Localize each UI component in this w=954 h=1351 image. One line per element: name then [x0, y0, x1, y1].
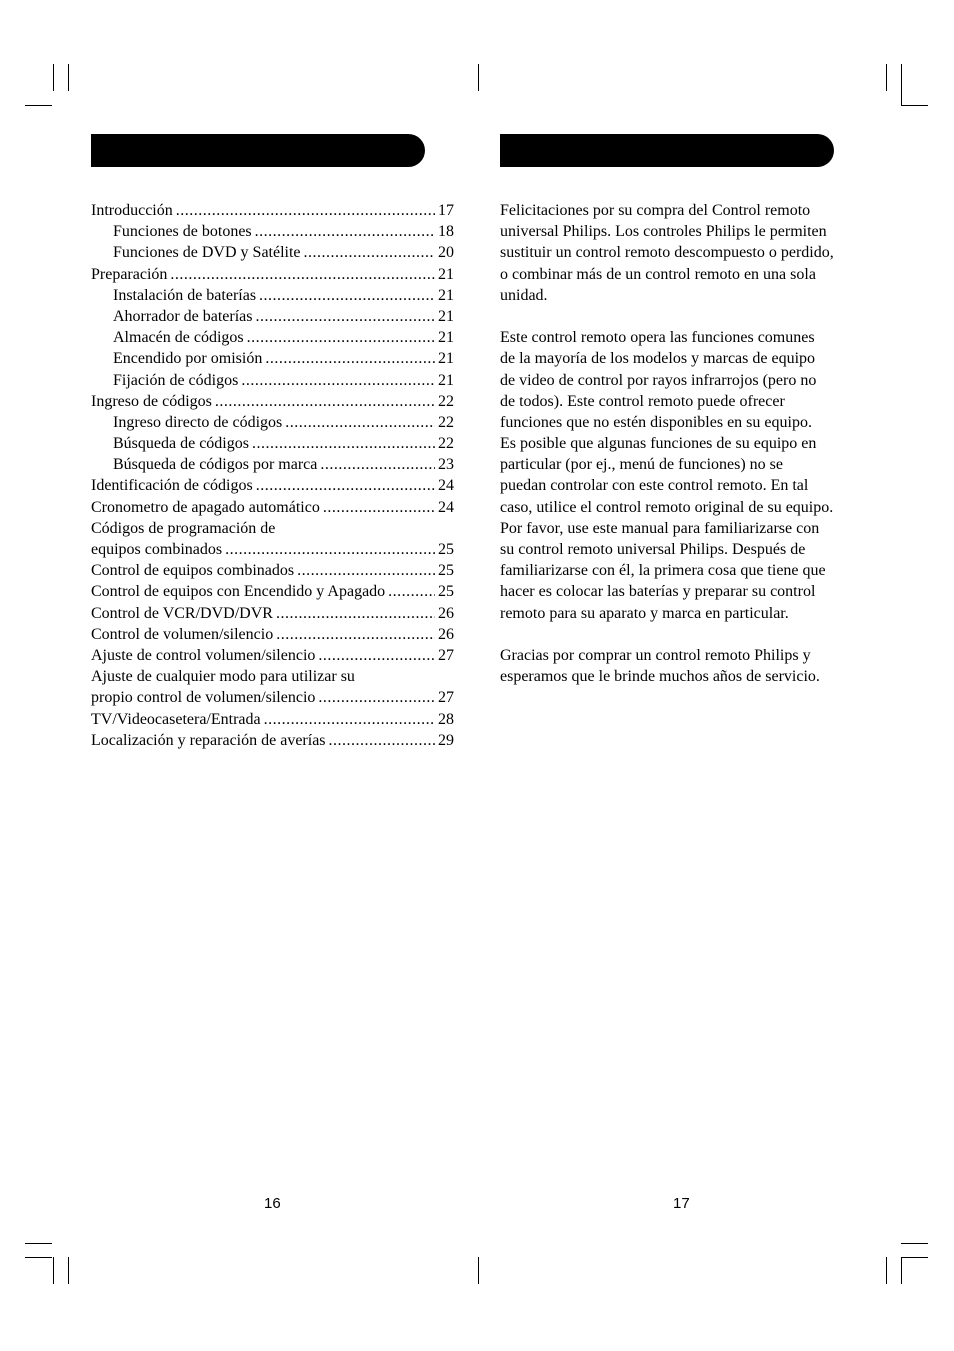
crop-mark: [25, 1243, 52, 1244]
crop-mark: [901, 1243, 928, 1244]
toc-entry: [91, 221, 454, 242]
toc-entry: [91, 497, 454, 518]
toc-entry-title: Introducción: [91, 202, 173, 219]
crop-mark: [53, 1257, 54, 1284]
text-line: unidad.: [500, 286, 548, 304]
toc-entry: [91, 539, 454, 560]
toc-entry-title: Cronometro de apagado automático: [91, 498, 320, 516]
toc-entry-page: 21: [438, 286, 454, 304]
toc-entry-title: Preparación: [91, 265, 168, 283]
toc-entry-title: Ahorrador de baterías: [113, 307, 253, 325]
toc-leader-dots: [256, 306, 436, 327]
header-bar-right: [500, 134, 834, 167]
toc-entry-title: Ingreso directo de códigos: [113, 413, 283, 431]
toc-entry-title: Identificación de códigos: [91, 477, 253, 495]
toc-entry-page: 17: [438, 202, 454, 219]
toc-leader-dots: [241, 370, 435, 391]
crop-mark: [901, 1257, 928, 1258]
toc-entry-title: Búsqueda de códigos por marca: [113, 456, 318, 474]
text-line: familiarizarse con él, la primera cosa que tiene que: [500, 562, 826, 580]
toc-entry-page: 23: [438, 456, 454, 474]
toc-entry-page: 26: [438, 625, 454, 643]
toc-entry-page: 21: [438, 329, 454, 347]
toc-entry-page: 25: [438, 562, 454, 580]
toc-leader-dots: [297, 560, 435, 581]
crop-mark: [478, 1257, 479, 1284]
toc-entry-title: Instalación de baterías: [113, 286, 257, 304]
crop-mark: [68, 1257, 69, 1284]
toc-entry-page: 20: [438, 244, 454, 262]
text-line: Gracias por comprar un control remoto Philips y: [500, 646, 811, 664]
text-line: hacer es colocar las baterías y preparar su control: [500, 583, 816, 601]
toc-entry-page: 21: [438, 371, 454, 389]
toc-entry-title: TV/Videocasetera/Entrada: [91, 710, 261, 728]
text-line: esperamos que le brinde muchos años de servicio.: [500, 668, 820, 686]
toc-leader-dots: [276, 603, 435, 624]
toc-leader-dots: [318, 645, 435, 666]
toc-leader-dots: [320, 454, 435, 475]
toc-entry-title: propio control de volumen/silencio: [91, 689, 316, 707]
text-line: Este control remoto opera las funciones comunes: [500, 329, 815, 347]
toc-entry-title: Fijación de códigos: [113, 371, 239, 389]
toc-entry: [91, 306, 454, 327]
toc-leader-dots: [264, 709, 435, 730]
toc-entry-title: Control de VCR/DVD/DVR: [91, 604, 273, 622]
text-line: de la mayoría de los modelos y marcas de equipo: [500, 350, 816, 368]
toc-entry-page: 27: [438, 689, 454, 707]
toc-leader-dots: [170, 264, 435, 285]
crop-mark: [901, 64, 902, 106]
toc-entry-title: Búsqueda de códigos: [113, 435, 249, 453]
toc-entry: [91, 242, 454, 263]
paragraph: [500, 327, 870, 624]
toc-leader-dots: [215, 391, 435, 412]
toc-entry: [91, 475, 454, 496]
toc-entry-title: Funciones de DVD y Satélite: [113, 244, 301, 262]
toc-entry: [91, 603, 454, 624]
text-line: funciones que no estén disponibles en su equipo.: [500, 413, 812, 431]
text-line: Felicitaciones por su compra del Control remoto: [500, 202, 811, 219]
toc-entry-page: 25: [438, 541, 454, 558]
toc-leader-dots: [265, 348, 435, 369]
crop-mark: [886, 64, 887, 91]
crop-mark: [886, 1257, 887, 1284]
toc-entry: [91, 645, 454, 666]
toc-entry-title: Ajuste de cualquier modo para utilizar su: [91, 668, 355, 686]
table-of-contents: [91, 200, 454, 751]
text-line: caso, utilice el control remoto original de su equipo.: [500, 498, 834, 516]
crop-mark: [25, 105, 52, 106]
text-line: puedan controlar con este control remoto. En tal: [500, 477, 809, 495]
crop-mark: [478, 64, 479, 91]
toc-entry: [91, 412, 454, 433]
toc-entry: [91, 327, 454, 348]
toc-leader-dots: [256, 475, 435, 496]
page-number-left: 16: [264, 1195, 281, 1212]
toc-entry: [91, 666, 454, 687]
text-line: Es posible que algunas funciones de su equipo en: [500, 435, 817, 453]
text-line: de todos). Este control remoto puede ofrecer: [500, 392, 785, 410]
crop-mark: [901, 105, 928, 106]
paragraph-gap: [500, 624, 870, 645]
toc-leader-dots: [259, 285, 435, 306]
toc-leader-dots: [176, 200, 435, 221]
text-line: su control remoto universal Philips. Después de: [500, 541, 806, 558]
text-line: Por favor, use este manual para familiarizarse con: [500, 519, 820, 537]
toc-leader-dots: [247, 327, 435, 348]
toc-leader-dots: [318, 687, 435, 708]
toc-entry-title: Localización y reparación de averías: [91, 731, 326, 749]
toc-entry-page: 29: [438, 731, 454, 749]
toc-entry-title: Funciones de botones: [113, 223, 252, 241]
toc-entry-page: 24: [438, 477, 454, 495]
toc-entry-title: Ajuste de control volumen/silencio: [91, 646, 316, 664]
toc-leader-dots: [225, 539, 435, 560]
toc-leader-dots: [255, 221, 435, 242]
toc-entry: [91, 348, 454, 369]
text-line: particular (por ej., menú de funciones) no se: [500, 456, 784, 474]
toc-entry-page: 24: [438, 498, 454, 516]
text-line: universal Philips. Los controles Philips le permiten: [500, 223, 827, 241]
toc-entry-title: Almacén de códigos: [113, 329, 244, 347]
toc-leader-dots: [276, 624, 435, 645]
toc-leader-dots: [252, 433, 435, 454]
crop-mark: [25, 1257, 52, 1258]
toc-entry-title: Control de equipos combinados: [91, 562, 295, 580]
toc-entry-page: 22: [438, 392, 454, 410]
crop-mark: [68, 64, 69, 91]
toc-entry-title: Encendido por omisión: [113, 350, 263, 368]
toc-leader-dots: [304, 242, 435, 263]
toc-entry: [91, 454, 454, 475]
text-line: remoto para su aparato y marca en particular.: [500, 604, 789, 622]
toc-entry-page: 27: [438, 646, 454, 664]
toc-entry-page: 25: [438, 583, 454, 601]
text-line: sustituir un control remoto descompuesto o perdido,: [500, 244, 834, 262]
toc-entry: [91, 264, 454, 285]
crop-mark: [901, 1257, 902, 1284]
toc-entry-title: Ingreso de códigos: [91, 392, 212, 410]
toc-leader-dots: [323, 497, 435, 518]
toc-entry: [91, 285, 454, 306]
toc-entry: [91, 433, 454, 454]
toc-entry-title: Control de equipos con Encendido y Apagado: [91, 583, 386, 601]
toc-entry-page: 28: [438, 710, 454, 728]
toc-entry: [91, 391, 454, 412]
toc-entry: [91, 730, 454, 751]
toc-entry-page: 18: [438, 223, 454, 241]
toc-entry-page: 21: [438, 307, 454, 325]
toc-entry: [91, 518, 454, 539]
paragraph: [500, 645, 870, 687]
toc-leader-dots: [388, 581, 435, 602]
toc-entry-title: equipos combinados: [91, 541, 223, 558]
header-bar-left: [91, 134, 425, 167]
toc-entry-page: 22: [438, 435, 454, 453]
toc-entry-page: 21: [438, 350, 454, 368]
text-line: de video de control por rayos infrarrojos (pero no: [500, 371, 817, 389]
toc-entry: [91, 687, 454, 708]
toc-leader-dots: [329, 730, 435, 751]
introduction-text: [500, 200, 870, 687]
text-line: o combinar más de un control remoto en una sola: [500, 265, 816, 283]
toc-entry: [91, 624, 454, 645]
paragraph: [500, 200, 870, 306]
crop-mark: [53, 64, 54, 91]
toc-entry: [91, 581, 454, 602]
toc-entry: [91, 560, 454, 581]
page-number-right: 17: [673, 1195, 690, 1212]
toc-entry: [91, 370, 454, 391]
paragraph-gap: [500, 306, 870, 327]
toc-entry-page: 21: [438, 265, 454, 283]
toc-leader-dots: [285, 412, 435, 433]
toc-entry-page: 26: [438, 604, 454, 622]
toc-entry: [91, 200, 454, 221]
toc-entry: [91, 709, 454, 730]
toc-entry-title: Códigos de programación de: [91, 519, 276, 537]
toc-entry-page: 22: [438, 413, 454, 431]
toc-entry-title: Control de volumen/silencio: [91, 625, 274, 643]
